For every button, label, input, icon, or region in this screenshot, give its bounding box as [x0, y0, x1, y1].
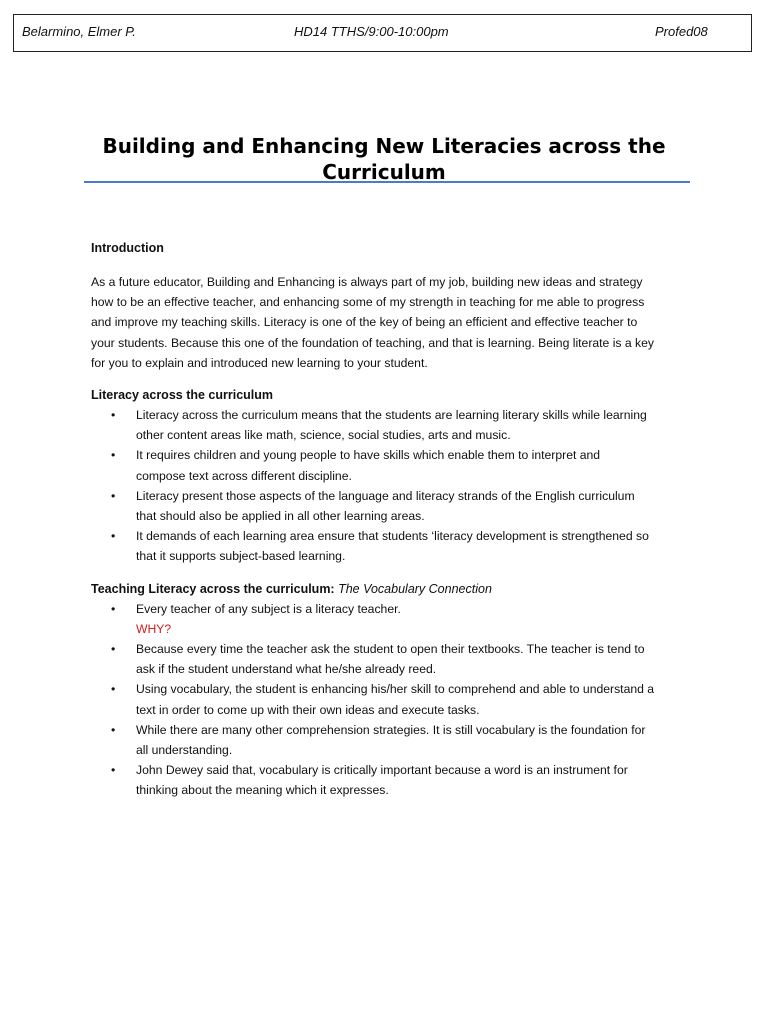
list-item — [91, 720, 691, 760]
paragraph-line: for you to explain and introduced new learning to your student. — [91, 355, 428, 370]
bullet-glyph: • — [111, 682, 116, 697]
list-item — [91, 486, 691, 526]
list-item-line: It requires children and young people to have skills which enable them to interpret and — [136, 448, 601, 463]
bullet-glyph: • — [111, 448, 116, 463]
why-note: WHY? — [136, 621, 172, 636]
title-underline — [84, 181, 690, 183]
bullet-glyph: • — [111, 488, 116, 503]
literacy-across-heading: Literacy across the curriculum — [91, 388, 274, 403]
list-item-line: that it supports subject-based learning. — [136, 549, 346, 564]
list-item-line: Literacy present those aspects of the language and literacy strands of the English curriculum — [136, 488, 635, 503]
bullet-glyph: • — [111, 642, 116, 657]
bullet-glyph: • — [111, 408, 116, 423]
bullet-glyph: • — [111, 601, 116, 616]
list-item — [91, 405, 691, 445]
paragraph-line: As a future educator, Building and Enhancing is always part of my job, building new ideas and strategy — [91, 275, 643, 289]
list-item — [91, 526, 691, 566]
list-item-line: ask if the student understand what he/she already reed. — [136, 662, 437, 677]
list-item-line: thinking about the meaning which it expresses. — [136, 783, 389, 798]
list-item-line: other content areas like math, science, social studies, arts and music. — [136, 428, 511, 443]
document-header — [13, 14, 752, 52]
teaching-literacy-heading-subtitle: The Vocabulary Connection — [338, 581, 492, 596]
introduction-paragraph — [91, 272, 691, 373]
list-item-line: text in order to come up with their own ideas and execute tasks. — [136, 702, 480, 717]
paragraph-line: and improve my teaching skills. Literacy is one of the key of being an efficient and effective teacher to — [91, 315, 638, 330]
list-item-line: While there are many other comprehension strategies. It is still vocabulary is the foundation for — [136, 722, 646, 737]
document-body — [91, 238, 691, 801]
document-title-line-1: Building and Enhancing New Literacies across the — [102, 134, 666, 158]
document-title — [60, 133, 708, 185]
list-item-line: Every teacher of any subject is a literacy teacher. — [136, 601, 401, 616]
teaching-literacy-list — [91, 599, 691, 801]
paragraph-line: your students. Because this one of the foundation of teaching, and that is learning. Being literate is a key — [91, 335, 655, 350]
list-item — [91, 679, 691, 719]
paragraph-line: how to be an effective teacher, and enhancing some of my strength in teaching for me able to progress — [91, 295, 645, 310]
list-item — [91, 760, 691, 800]
student-name: Belarmino, Elmer P. — [22, 24, 136, 39]
bullet-glyph: • — [111, 529, 116, 544]
list-item-line: It demands of each learning area ensure that students ‘literacy development is strengthened so — [136, 529, 649, 544]
list-item-line: Literacy across the curriculum means that the students are learning literary skills while learning — [136, 408, 647, 423]
literacy-across-list — [91, 405, 691, 567]
teaching-literacy-heading-text: Teaching Literacy across the curriculum: — [91, 581, 335, 596]
bullet-glyph: • — [111, 722, 116, 737]
class-schedule: HD14 TTHS/9:00-10:00pm — [294, 24, 449, 39]
list-item-line: that should also be applied in all other learning areas. — [136, 509, 425, 524]
list-item — [91, 639, 691, 679]
list-item-line: John Dewey said that, vocabulary is critically important because a word is an instrument for — [136, 763, 628, 778]
list-item-line: Because every time the teacher ask the student to open their textbooks. The teacher is tend to — [136, 642, 645, 657]
teaching-literacy-heading — [91, 579, 691, 599]
list-item-line: Using vocabulary, the student is enhancing his/her skill to comprehend and able to understand a — [136, 682, 655, 697]
course-code: Profed08 — [655, 24, 708, 39]
list-item — [91, 445, 691, 485]
bullet-glyph: • — [111, 763, 116, 778]
document-title-line-2: Curriculum — [322, 160, 446, 184]
list-item-line: compose text across different discipline. — [136, 468, 352, 483]
list-item — [91, 599, 691, 639]
list-item-line: all understanding. — [136, 743, 233, 758]
introduction-heading: Introduction — [91, 241, 164, 255]
